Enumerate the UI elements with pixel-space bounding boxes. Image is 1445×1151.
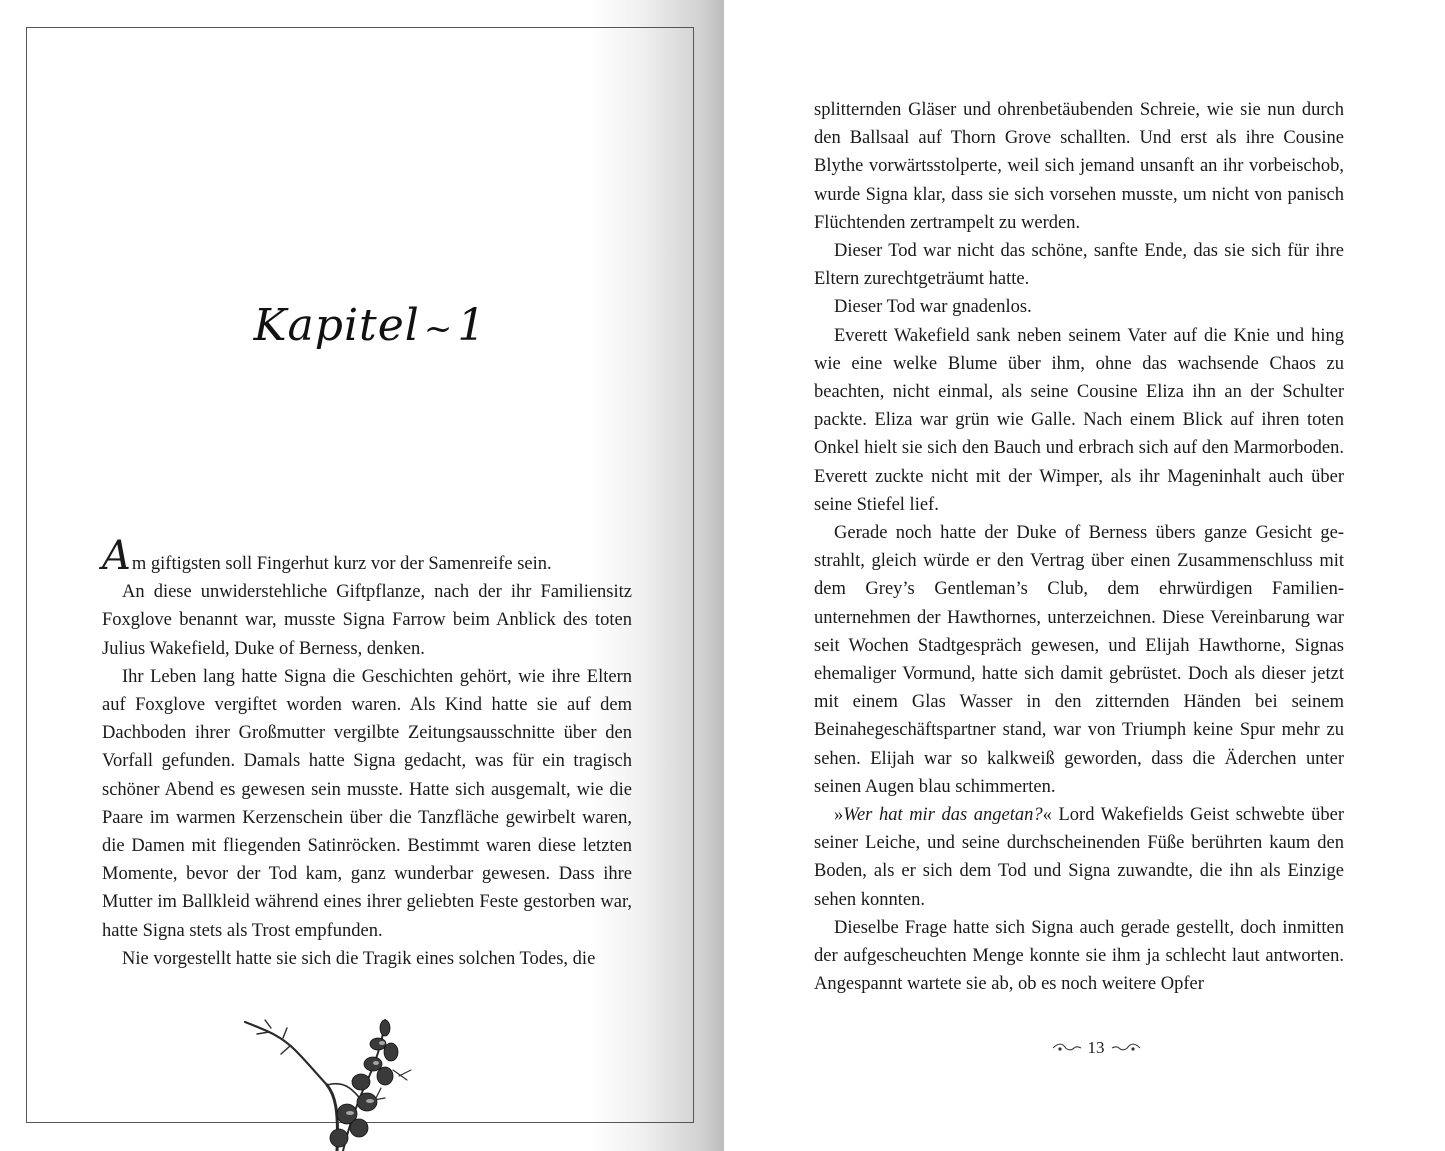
paragraph: Dieser Tod war nicht das schöne, sanfte Ende, das sie sich für ihre Eltern zurechtgeträumt hatte.: [814, 241, 1344, 290]
chapter-number: 1: [457, 300, 487, 351]
ghost-speech: Wer hat mir das angetan?: [843, 805, 1043, 826]
left-body-text: [102, 533, 632, 973]
dialogue-rest: « Lord Wakefields Geist schwebte über seiner Leiche, und seine durchscheinenden Füße berührten kaum den Boden, als er sich dem Tod und Signa zuwandte, die ihn als Einzige sehen konnten.: [814, 805, 1344, 910]
chapter-title: [180, 300, 560, 351]
right-page: [724, 0, 1445, 1151]
dialogue-paragraph: [814, 801, 1344, 914]
chapter-title-swash: ~: [423, 309, 454, 349]
paragraph: Ihr Leben lang hatte Signa die Geschichten gehört, wie ihre Eltern auf Foxglove vergiftet worden waren. Als Kind hatte sie auf dem Dachboden ihrer Großmutter vergilbte Zeitungsausschnitte über den Vorfall gefunden. Damals hatte Signa gedacht, was für ein tragisch schöner Abend es gewesen sein musste. Hatte sich ausgemalt, wie die Paare im warmen Kerzenschein über die Tanzfläche gewirbelt waren, die Damen mit fliegenden Satinröcken. Bestimmt waren diese letzten Momente, bevor der Tod kam, ganz wunderbar gewesen. Dass ihre Mutter im Ballkleid während eines ihrer geliebten Feste gestorben war, hatte Signa stets als Trost empfunden.: [102, 666, 632, 941]
opening-paragraph-text: m giftigsten soll Fingerhut kurz vor der Samenreife sein.: [131, 554, 552, 574]
paragraph: Dieser Tod war gnadenlos.: [834, 297, 1032, 318]
ornament-swirl-left-icon: [1052, 1042, 1082, 1054]
opening-paragraph: [102, 533, 632, 579]
paragraph: Nie vorgestellt hatte sie sich die Tragik eines solchen Todes, die: [122, 948, 596, 969]
quote-open: »: [834, 805, 844, 826]
chapter-title-word: Kapitel: [253, 300, 420, 351]
right-body-text: [814, 96, 1344, 999]
page-number: 13: [1087, 1038, 1105, 1057]
paragraph: Dieselbe Frage hatte sich Signa auch gerade gestellt, doch inmitten der aufgescheuchten Menge konnte sie ihm ja schlecht laut antworten. Angespannt wartete sie ab, ob es noch weitere Opfer: [814, 917, 1344, 995]
paragraph: Everett Wakefield sank neben seinem Vater auf die Knie und hing wie eine welke Blume über ihm, ohne das wachsende Chaos zu beachten, nicht einmal, als seine Cousine Eliza ihn an der Schulter packte. Eliza war grün wie Galle. Nach einem Blick auf ihren toten Onkel hielt sie sich den Bauch und erbrach sich auf den Marmorboden. Everett zuckte nicht mit der Wimper, als ihr Mageninhalt auch über seine Stiefel lief.: [814, 325, 1344, 515]
paragraph: An diese unwiderstehliche Giftpflanze, nach der ihr Familiensitz Foxglove benannt war, musste Signa Farrow beim Anblick des toten Julius Wakefield, Duke of Berness, denken.: [102, 582, 632, 659]
ornament-swirl-right-icon: [1111, 1042, 1141, 1054]
page-footer: [1036, 1036, 1156, 1060]
foxglove-illustration: [235, 1010, 475, 1151]
paragraph: Gerade noch hatte der Duke of Berness übers ganze Gesicht gestrahlt, gleich würde er den Vertrag über einen Zusammenschluss mit dem Grey’s Gentleman’s Club, dem ehrwürdigen Familienunternehmen der Hawthornes, unterzeichnen. Diese Vereinbarung war seit Wochen Stadtgespräch gewesen, und Elijah Hawthorne, Signas ehemaliger Vormund, hatte sich damit gebrüstet. Doch als dieser jetzt mit einem Glas Wasser in den zitternden Händen bei seinem Beinahegeschäftspartner stand, war von Triumph keine Spur mehr zu sehen. Elijah war so kalkweiß geworden, dass die Äderchen unter seinen Augen blau schimmerten.: [814, 523, 1344, 797]
paragraph: splitternden Gläser und ohrenbetäubenden Schreie, wie sie nun durch den Ballsaal auf Thorn Grove schallten. Und erst als ihre Cousine Blythe vorwärtsstolperte, weil sich jemand unsanft an ihr vorbeischob, wurde Signa klar, dass sie sich vorsehen musste, um nicht von panisch Flüchtenden zertrampelt zu werden.: [814, 100, 1344, 233]
drop-cap: A: [102, 533, 131, 579]
